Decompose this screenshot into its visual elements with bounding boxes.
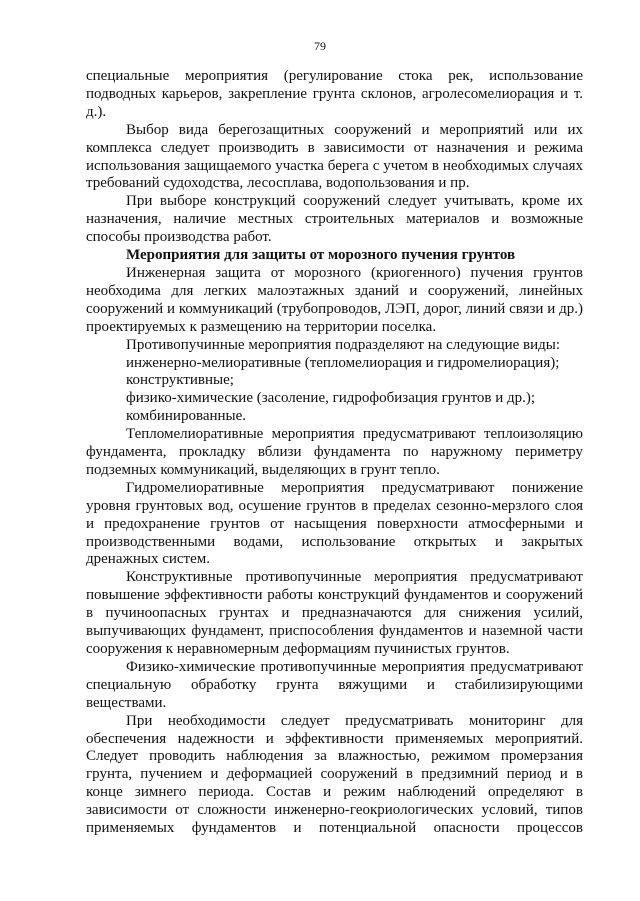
paragraph: Тепломелиоративные мероприятия предусматривают теплоизоляцию фундамента, прокладку вблизи фундамента по наружному периметру подземных коммуникаций, выделяющих в грунт тепло.: [86, 426, 583, 478]
paragraph: Физико-химические противопучинные мероприятия предусматривают специальную обработку грунта вяжущими и стабилизирующими веществами.: [86, 658, 583, 711]
list-item: конструктивные;: [126, 372, 234, 389]
page-body: [86, 68, 583, 838]
list-item: комбинированные.: [126, 408, 247, 425]
section-heading: Мероприятия для защиты от морозного пучения грунтов: [126, 247, 516, 264]
paragraph: Инженерная защита от морозного (криогенного) пучения грунтов необходима для легких малоэтажных зданий и сооружений, линейных сооружений и коммуникаций (трубопроводов, ЛЭП, дорог, линий связи и др.) проектируемых к размещению на территории поселка.: [86, 264, 583, 335]
paragraph: Конструктивные противопучинные мероприятия предусматривают повышение эффективности работы конструкций фундаментов и сооружений в пучиноопасных грунтах и предназначаются для снижения усилий, выпучивающих фундамент, приспособления фундаментов и наземной части сооружения к неравномерным деформациям пучинистых грунтов.: [86, 569, 583, 657]
paragraph: При выборе конструкций сооружений следует учитывать, кроме их назначения, наличие местных строительных материалов и возможные способы производства работ.: [86, 193, 583, 246]
paragraph: Выбор вида берегозащитных сооружений и мероприятий или их комплекса следует производить в зависимости от назначения и режима использования защищаемого участка берега с учетом в необходимых случаях требований судоходства, лесосплава, водопользования и пр.: [86, 121, 583, 192]
paragraph: При необходимости следует предусматривать мониторинг для обеспечения надежности и эффективности применяемых мероприятий. Следует проводить наблюдения за влажностью, режимом промерзания грунта, пучением и деформацией сооружений в предзимний период и в конце зимнего периода. Состав и режим наблюдений определяют в зависимости от сложности инженерно-геокриологических условий, типов применяемых фундаментов и потенциальной опасности процессов: [86, 712, 583, 837]
paragraph: Гидромелиоративные мероприятия предусматривают понижение уровня грунтовых вод, осушение грунтов в пределах сезонно-мерзлого слоя и предохранение грунтов от насыщения поверхности атмосферными и производственными водами, использование открытых и закрытых дренажных систем.: [86, 479, 583, 568]
paragraph-continued: специальные мероприятия (регулирование стока рек, использование подводных карьеров, закрепление грунта склонов, агролесомелиорация и т. д.).: [86, 68, 583, 120]
page-number: 79: [314, 39, 326, 53]
paragraph: Противопучинные мероприятия подразделяют на следующие виды:: [126, 336, 561, 353]
list-item: физико-химические (засоление, гидрофобизация грунтов и др.);: [126, 390, 536, 407]
list-item: инженерно-мелиоративные (тепломелиорация и гидромелиорация);: [126, 354, 560, 371]
